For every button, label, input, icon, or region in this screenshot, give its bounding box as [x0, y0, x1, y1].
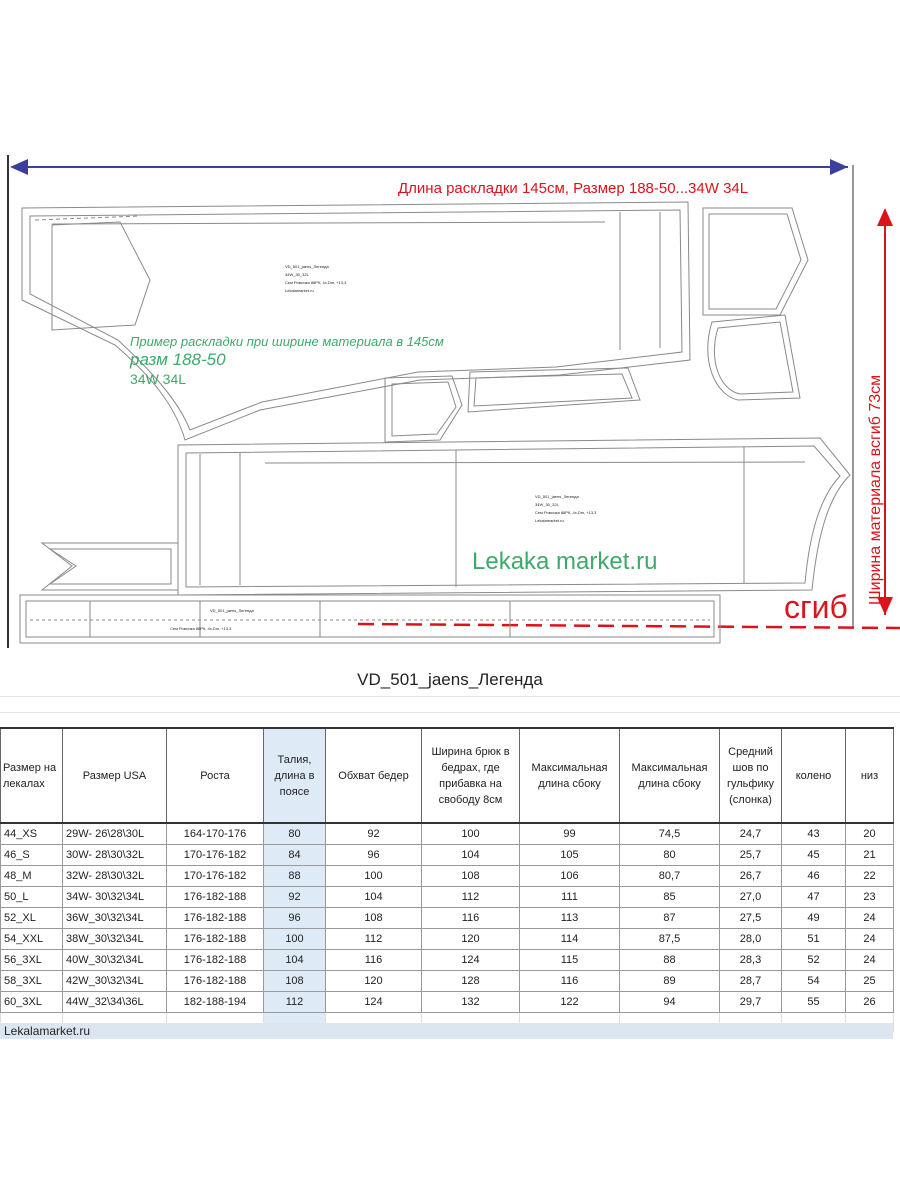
spreadsheet-grid	[0, 696, 900, 728]
column-header: колено	[782, 728, 846, 823]
table-cell: 46	[782, 866, 846, 887]
table-cell: 22	[846, 866, 894, 887]
table-cell: 28,7	[720, 971, 782, 992]
table-cell: 100	[326, 866, 422, 887]
table-cell: 24,7	[720, 823, 782, 845]
table-cell: 104	[264, 950, 326, 971]
table-cell: 80	[620, 845, 720, 866]
table-cell: 92	[264, 887, 326, 908]
table-cell: 87,5	[620, 929, 720, 950]
table-cell: 24	[846, 950, 894, 971]
table-cell: 49	[782, 908, 846, 929]
table-cell: 80,7	[620, 866, 720, 887]
table-cell: 54_XXL	[1, 929, 63, 950]
table-cell: 176-182-188	[167, 908, 264, 929]
table-cell: 96	[326, 845, 422, 866]
svg-text:Сем Ромочка 88РК, 4x,Dm, +13,3: Сем Ромочка 88РК, 4x,Dm, +13,3	[170, 626, 232, 631]
table-cell: 54	[782, 971, 846, 992]
table-cell: 40W_30\32\34L	[63, 950, 167, 971]
sheet-title: VD_501_jaens_Легенда	[357, 670, 543, 689]
table-row	[1, 908, 894, 929]
table-cell: 114	[520, 929, 620, 950]
column-header: Максимальная длина сбоку	[520, 728, 620, 823]
table-row	[1, 971, 894, 992]
table-cell: 52_XL	[1, 908, 63, 929]
table-cell: 44W_32\34\36L	[63, 992, 167, 1013]
layout-size-code: 34W 34L	[130, 371, 187, 387]
pattern-piece-belt-loop	[42, 543, 178, 590]
table-cell: 27,5	[720, 908, 782, 929]
table-cell: 108	[264, 971, 326, 992]
table-cell: 176-182-188	[167, 929, 264, 950]
pattern-piece-pocket	[385, 208, 808, 442]
table-cell: 108	[326, 908, 422, 929]
table-cell: 24	[846, 929, 894, 950]
layout-watermark: Lekaka market.ru	[472, 548, 658, 575]
table-cell: 120	[326, 971, 422, 992]
table-cell: 20	[846, 823, 894, 845]
pattern-layout-diagram	[0, 150, 900, 660]
table-cell: 26	[846, 992, 894, 1013]
table-cell: 87	[620, 908, 720, 929]
table-cell: 113	[520, 908, 620, 929]
table-cell: 99	[520, 823, 620, 845]
layout-size-note: разм 188-50	[130, 350, 226, 369]
table-cell: 115	[520, 950, 620, 971]
table-cell: 56_3XL	[1, 950, 63, 971]
table-cell: 50_L	[1, 887, 63, 908]
table-cell: 25	[846, 971, 894, 992]
table-cell: 29W- 26\28\30L	[63, 823, 167, 845]
column-header: Обхват бедер	[326, 728, 422, 823]
table-cell: 52	[782, 950, 846, 971]
table-cell: 104	[326, 887, 422, 908]
layout-example-note: Пример раскладки при ширине материала в 145см	[130, 334, 444, 349]
table-cell: 27,0	[720, 887, 782, 908]
table-cell: 88	[620, 950, 720, 971]
table-cell: 28,3	[720, 950, 782, 971]
table-row	[1, 887, 894, 908]
column-header: Талия, длина в поясе	[264, 728, 326, 823]
table-cell: 21	[846, 845, 894, 866]
table-cell: 47	[782, 887, 846, 908]
pattern-piece-back	[22, 202, 690, 440]
column-header: Максимальная длина сбоку	[620, 728, 720, 823]
size-table	[0, 727, 894, 1032]
table-cell: 51	[782, 929, 846, 950]
table-cell: 128	[422, 971, 520, 992]
table-cell: 24	[846, 908, 894, 929]
piece-labels	[170, 264, 597, 631]
column-header: низ	[846, 728, 894, 823]
pattern-piece-waistband	[20, 595, 720, 643]
table-cell: 36W_30\32\34L	[63, 908, 167, 929]
table-cell: 116	[520, 971, 620, 992]
table-cell: 106	[520, 866, 620, 887]
footer-bar	[0, 1023, 893, 1039]
table-cell: 100	[422, 823, 520, 845]
table-row	[1, 929, 894, 950]
table-cell: 176-182-188	[167, 887, 264, 908]
footer-text: Lekalamarket.ru	[4, 1024, 91, 1038]
svg-text:VD_501_jaens_Легенда: VD_501_jaens_Легенда	[285, 264, 329, 269]
table-cell: 58_3XL	[1, 971, 63, 992]
table-cell: 176-182-188	[167, 950, 264, 971]
fold-label: сгиб	[784, 589, 848, 625]
table-cell: 25,7	[720, 845, 782, 866]
table-cell: 88	[264, 866, 326, 887]
table-cell: 29,7	[720, 992, 782, 1013]
column-header: Ширина брюк в бедрах, где прибавка на свободу 8см	[422, 728, 520, 823]
table-cell: 46_S	[1, 845, 63, 866]
svg-text:Lekalamarket.ru: Lekalamarket.ru	[535, 518, 564, 523]
table-row	[1, 950, 894, 971]
table-row	[1, 866, 894, 887]
svg-text:34W_30_32L: 34W_30_32L	[535, 502, 559, 507]
table-cell: 32W- 28\30\32L	[63, 866, 167, 887]
table-row	[1, 845, 894, 866]
table-cell: 28,0	[720, 929, 782, 950]
table-cell: 94	[620, 992, 720, 1013]
table-cell: 176-182-188	[167, 971, 264, 992]
table-cell: 43	[782, 823, 846, 845]
table-cell: 60_3XL	[1, 992, 63, 1013]
table-cell: 23	[846, 887, 894, 908]
layout-width-note: Ширина материала всгиб 73см	[867, 374, 884, 605]
table-cell: 122	[520, 992, 620, 1013]
table-cell: 120	[422, 929, 520, 950]
column-header: Роста	[167, 728, 264, 823]
table-cell: 108	[422, 866, 520, 887]
table-cell: 124	[422, 950, 520, 971]
table-cell: 170-176-182	[167, 866, 264, 887]
table-cell: 48_M	[1, 866, 63, 887]
svg-text:Сем Ромочка 88РК, 4x,Dm, +13,3: Сем Ромочка 88РК, 4x,Dm, +13,3	[535, 510, 597, 515]
table-cell: 45	[782, 845, 846, 866]
table-cell: 116	[326, 950, 422, 971]
svg-text:VD_501_jaens_Легенда: VD_501_jaens_Легенда	[535, 494, 579, 499]
table-cell: 112	[264, 992, 326, 1013]
svg-text:34W_30_32L: 34W_30_32L	[285, 272, 309, 277]
table-row	[1, 992, 894, 1013]
table-cell: 111	[520, 887, 620, 908]
table-row	[1, 823, 894, 845]
table-cell: 100	[264, 929, 326, 950]
table-cell: 96	[264, 908, 326, 929]
table-cell: 112	[422, 887, 520, 908]
svg-text:Сем Ромочка 88РК, 4x,Dm, +13,3: Сем Ромочка 88РК, 4x,Dm, +13,3	[285, 280, 347, 285]
table-cell: 38W_30\32\34L	[63, 929, 167, 950]
table-cell: 132	[422, 992, 520, 1013]
table-cell: 92	[326, 823, 422, 845]
layout-length-note: Длина раскладки 145см, Размер 188-50...34W 34L	[398, 180, 749, 197]
table-cell: 182-188-194	[167, 992, 264, 1013]
table-cell: 44_XS	[1, 823, 63, 845]
svg-text:Lekalamarket.ru: Lekalamarket.ru	[285, 288, 314, 293]
table-cell: 84	[264, 845, 326, 866]
table-cell: 112	[326, 929, 422, 950]
table-cell: 124	[326, 992, 422, 1013]
table-cell: 55	[782, 992, 846, 1013]
table-cell: 170-176-182	[167, 845, 264, 866]
table-cell: 116	[422, 908, 520, 929]
table-cell: 30W- 28\30\32L	[63, 845, 167, 866]
column-header: Размер USA	[63, 728, 167, 823]
table-header-row	[1, 728, 894, 823]
table-cell: 164-170-176	[167, 823, 264, 845]
table-cell: 74,5	[620, 823, 720, 845]
table-cell: 42W_30\32\34L	[63, 971, 167, 992]
table-cell: 105	[520, 845, 620, 866]
column-header: Средний шов по гульфику (слонка)	[720, 728, 782, 823]
table-cell: 34W- 30\32\34L	[63, 887, 167, 908]
table-cell: 85	[620, 887, 720, 908]
table-cell: 26,7	[720, 866, 782, 887]
table-cell: 104	[422, 845, 520, 866]
table-cell: 80	[264, 823, 326, 845]
column-header: Размер на лекалах	[1, 728, 63, 823]
svg-text:VD_501_jaens_Легенда: VD_501_jaens_Легенда	[210, 608, 254, 613]
table-cell: 89	[620, 971, 720, 992]
